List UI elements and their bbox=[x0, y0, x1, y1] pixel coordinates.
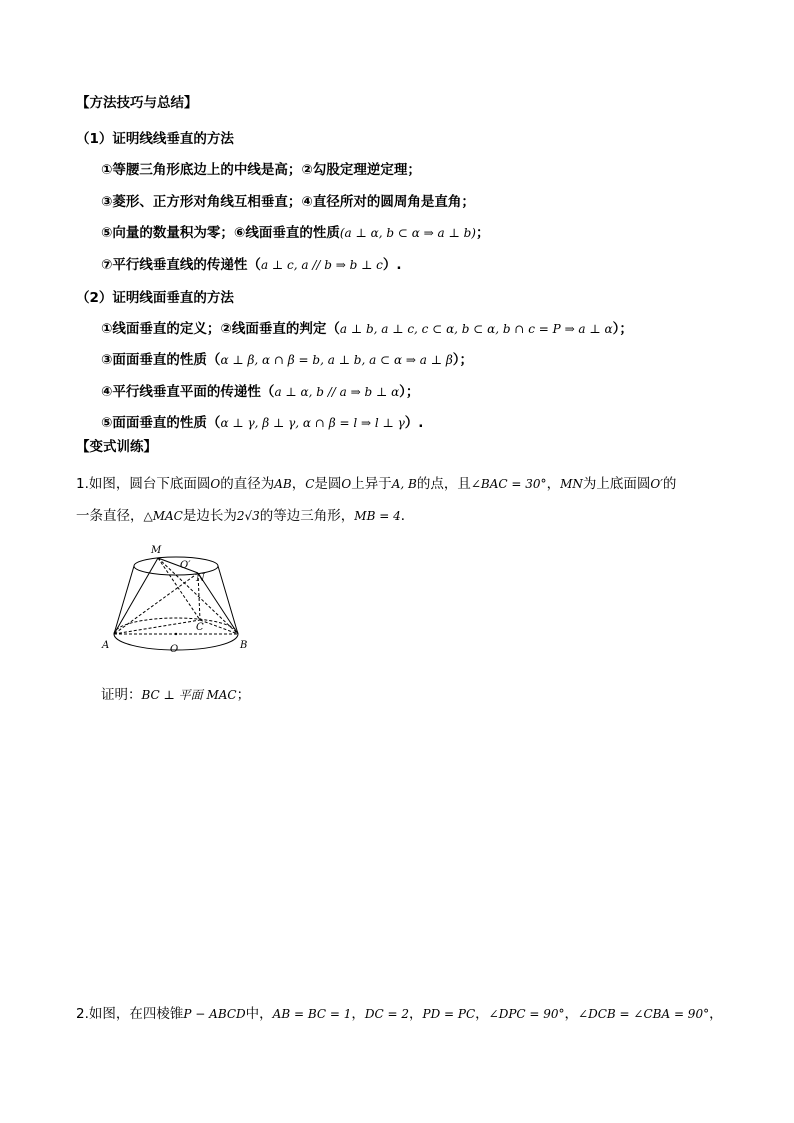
p2-sep-3: ， bbox=[475, 1006, 489, 1022]
p2-math-3: DC = 2 bbox=[364, 1007, 410, 1021]
part1-item-4-tail: ）. bbox=[382, 257, 402, 273]
label-O: O bbox=[170, 644, 179, 655]
p1-math-Oprime: O′ bbox=[650, 477, 663, 491]
part1-item-4 bbox=[101, 256, 402, 274]
part1-item-3-tail: ； bbox=[475, 225, 490, 241]
p2-math-6: ∠DCB = ∠CBA = 90° bbox=[578, 1007, 710, 1021]
p1-text-i: 的 bbox=[662, 476, 677, 492]
problem1-line1 bbox=[76, 475, 676, 493]
section-heading-practice: 【变式训练】 bbox=[76, 439, 157, 455]
p2-sep-2: ， bbox=[409, 1006, 423, 1022]
part2-item-2-text: ③面面垂直的性质（ bbox=[101, 352, 221, 368]
p1-text-c: ， bbox=[291, 476, 306, 492]
p1-text-j: 一条直径， bbox=[76, 508, 144, 524]
p2-sep-4: ， bbox=[564, 1006, 579, 1022]
part2-item-1 bbox=[101, 320, 633, 338]
p1-text-a: 1.如图，圆台下底面圆 bbox=[76, 476, 211, 492]
label-O-prime: O′ bbox=[180, 560, 191, 571]
part2-item-2-tail: ）； bbox=[452, 352, 473, 368]
segment-CB bbox=[200, 620, 238, 634]
part1-item-3 bbox=[101, 224, 489, 242]
p1-text-m: ． bbox=[400, 508, 415, 524]
p1-math-C: C bbox=[305, 477, 315, 491]
top-base-circle bbox=[134, 557, 218, 575]
p1-text-f: 的点，且 bbox=[416, 476, 471, 492]
p1-text-e: 上异于 bbox=[351, 476, 392, 492]
p1-text-d: 是圆 bbox=[314, 476, 342, 492]
part2-item-3-tail: ）； bbox=[399, 384, 420, 400]
part2-item-4-tail: ）. bbox=[404, 415, 424, 431]
part2-item-4-text: ⑤面面垂直的性质（ bbox=[101, 415, 221, 431]
p1-math-AB-points: A, B bbox=[391, 477, 417, 491]
part2-item-4-math: α ⊥ γ, β ⊥ γ, α ∩ β = l ⇒ l ⊥ γ bbox=[220, 416, 405, 430]
part2-title: （2）证明线面垂直的方法 bbox=[76, 290, 234, 306]
segment-MA bbox=[114, 558, 158, 634]
segment-MC bbox=[158, 558, 200, 620]
p1-math-side: 2√3 bbox=[236, 509, 260, 523]
part1-item-4-text: ⑦平行线垂直线的传递性（ bbox=[101, 257, 261, 273]
part2-item-3-text: ④平行线垂直平面的传递性（ bbox=[101, 384, 275, 400]
p1-text-k: 是边长为 bbox=[182, 508, 237, 524]
segment-MN bbox=[158, 558, 198, 573]
p1-text-h: 为上底面圆 bbox=[582, 476, 651, 492]
problem2-line1 bbox=[76, 1005, 723, 1023]
part1-item-2: ③菱形、正方形对角线互相垂直；④直径所对的圆周角是直角； bbox=[101, 194, 475, 210]
p1-text-l: 的等边三角形， bbox=[259, 508, 355, 524]
part1-item-1: ①等腰三角形底边上的中线是高；②勾股定理逆定理； bbox=[101, 162, 421, 178]
p2-math-5: ∠DPC = 90° bbox=[488, 1007, 565, 1021]
part2-item-2 bbox=[101, 351, 473, 369]
p1-math-angle: ∠BAC = 30° bbox=[470, 477, 547, 491]
part1-item-3-text: ⑤向量的数量积为零；⑥线面垂直的性质 bbox=[101, 225, 340, 241]
problem1-line2 bbox=[76, 507, 414, 525]
part2-item-1-text: ①线面垂直的定义；②线面垂直的判定（ bbox=[101, 321, 340, 337]
p1-text-b: 的直径为 bbox=[220, 476, 275, 492]
part1-item-4-math: a ⊥ c, a // b ⇒ b ⊥ c bbox=[260, 258, 383, 272]
p2-math-1: P − ABCD bbox=[183, 1007, 246, 1021]
label-C: C bbox=[196, 622, 204, 633]
part1-item-3-math: (a ⊥ α, b ⊂ α ⇒ a ⊥ b) bbox=[339, 226, 476, 240]
segment-AC bbox=[114, 620, 200, 634]
part2-item-1-math: a ⊥ b, a ⊥ c, c ⊂ α, b ⊂ α, b ∩ c = P ⇒ a ⊥ α bbox=[339, 322, 613, 336]
label-M: M bbox=[151, 545, 162, 556]
p2-math-4: PD = PC bbox=[422, 1007, 476, 1021]
problem1-proof bbox=[101, 686, 250, 704]
p2-sep-1: ， bbox=[351, 1006, 365, 1022]
p1-math-MB: MB = 4 bbox=[354, 509, 401, 523]
part2-item-3 bbox=[101, 383, 419, 401]
part2-item-4 bbox=[101, 414, 423, 432]
p1-text-g: ， bbox=[546, 476, 561, 492]
p2-math-2: AB = BC = 1 bbox=[272, 1007, 352, 1021]
p1-math-AB: AB bbox=[274, 477, 292, 491]
p1-math-O2: O bbox=[341, 477, 352, 491]
label-N: N bbox=[196, 573, 205, 584]
part2-item-2-math: α ⊥ β, α ∩ β = b, a ⊥ b, a ⊂ α ⇒ a ⊥ β bbox=[220, 353, 453, 367]
right-side-line bbox=[218, 566, 238, 634]
p2-text-a: 2.如图，在四棱锥 bbox=[76, 1006, 184, 1022]
p2-sep-5: ， bbox=[709, 1006, 723, 1022]
p1-math-MN: MN bbox=[560, 477, 583, 491]
part1-title: （1）证明线线垂直的方法 bbox=[76, 131, 234, 147]
proof-label: 证明： bbox=[101, 687, 142, 703]
label-B: B bbox=[240, 640, 248, 651]
proof-math: BC ⊥ 平面 MAC bbox=[141, 688, 237, 702]
p2-text-b: 中， bbox=[245, 1006, 273, 1022]
p1-math-MAC: △MAC bbox=[143, 509, 183, 523]
proof-tail: ； bbox=[236, 687, 251, 703]
frustum-figure bbox=[96, 540, 256, 662]
p1-math-O: O bbox=[210, 477, 221, 491]
part2-item-1-tail: ）； bbox=[612, 321, 633, 337]
center-O-point bbox=[175, 633, 177, 635]
label-A: A bbox=[102, 640, 110, 651]
left-side-line bbox=[114, 566, 134, 634]
section-heading-methods: 【方法技巧与总结】 bbox=[76, 95, 198, 111]
part2-item-3-math: a ⊥ α, b // a ⇒ b ⊥ α bbox=[274, 385, 400, 399]
